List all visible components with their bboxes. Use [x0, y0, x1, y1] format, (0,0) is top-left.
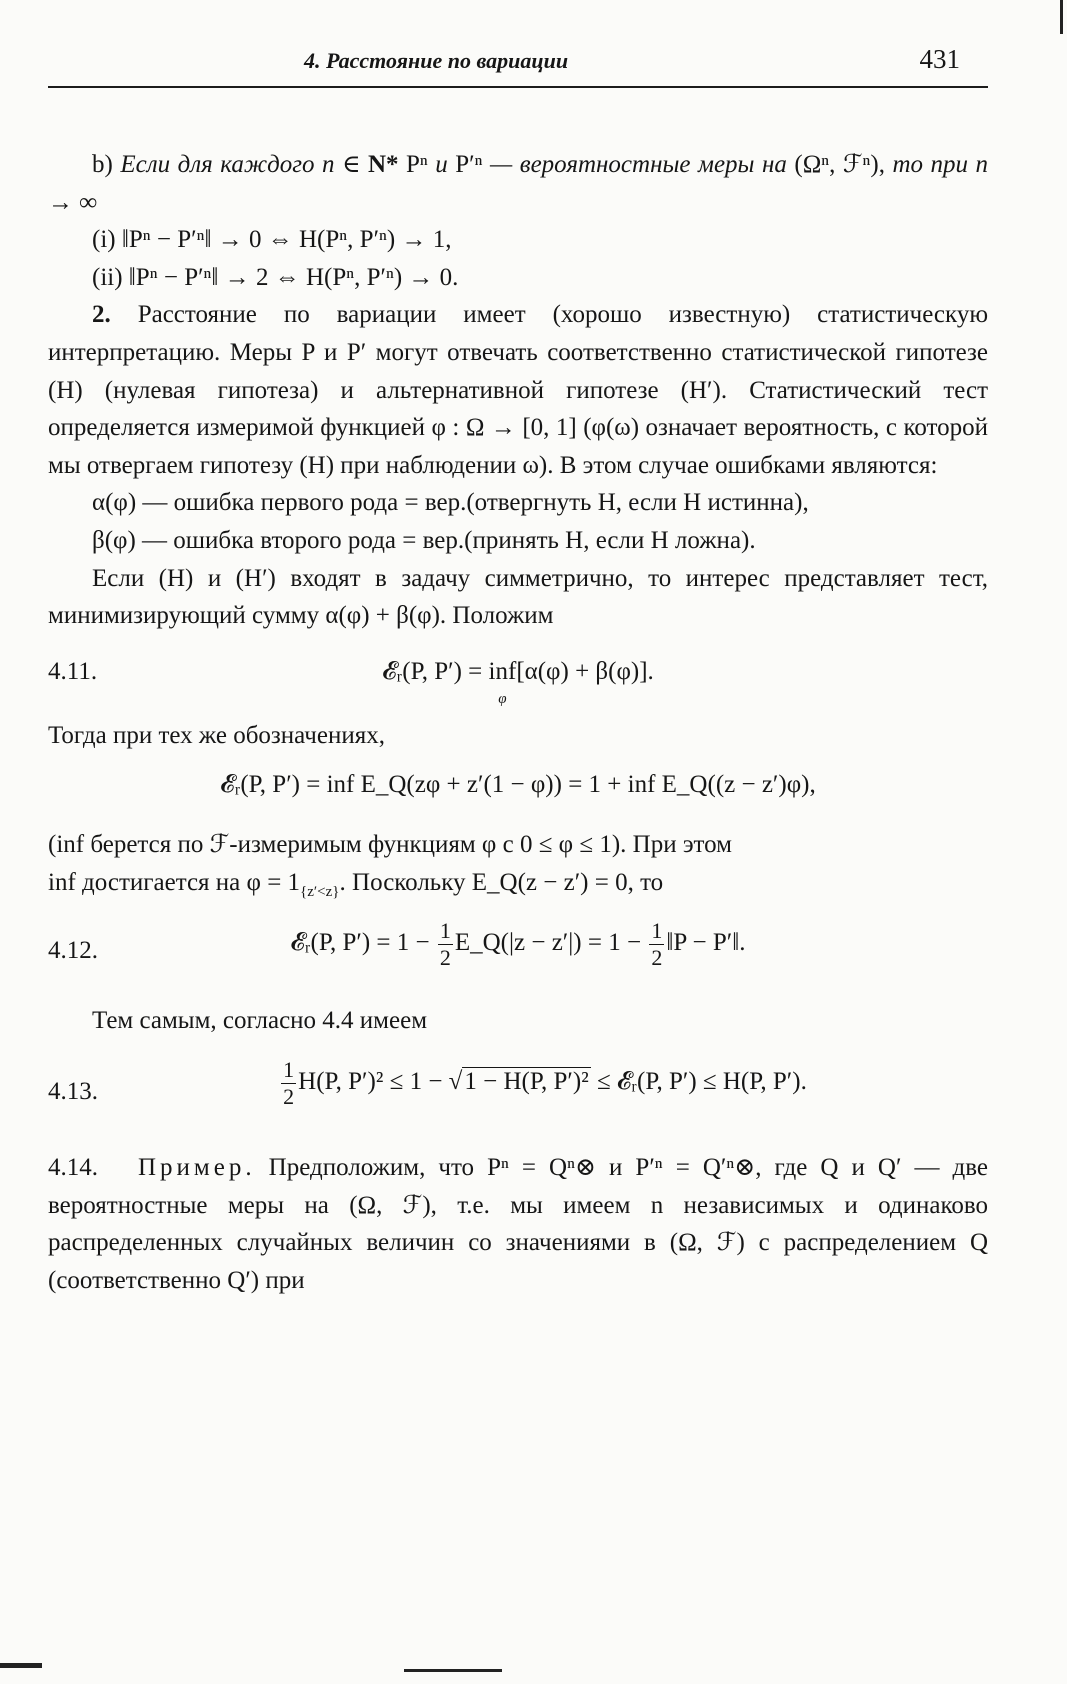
alpha-error-line: α(φ) — ошибка первого рода = вер.(отвергнуть H, если H истинна),	[92, 489, 809, 517]
paragraph-2: 2. Расстояние по вариации имеет (хорошо известную) статистическую интерпретацию. Меры P и P′ могут отвечать соответственно статистической гипотезе (H) (нулевая гипотеза) и альтернативной гипотезе (H′). Статистический тест определяется измеримой функцией φ : Ω → [0, 1] (φ(ω) означает вероятность, с которой мы отвергаем гипотезу (H) при наблюдении ω). В этом случае ошибками являются:	[48, 301, 988, 479]
statement-b: b) Если для каждого n ∈ N* Pⁿ и P′ⁿ — вероятностные меры на (Ωⁿ, ℱⁿ), то при n → ∞	[48, 151, 989, 216]
chapter-title: 4. Расстояние по вариации	[304, 48, 569, 73]
running-head	[48, 42, 988, 88]
equation-4-11	[48, 635, 988, 711]
equation-body: $\frac{1}{2}$ H(P, P′)² ≤ 1 − √1 − H(P, P′)² ≤ 𝓔ᵣ(P, P′) ≤ H(P, P′).	[283, 1057, 807, 1110]
equation-unnumbered	[48, 754, 988, 826]
equation-4-12	[48, 902, 988, 994]
symmetric-paragraph: Если (H) и (H′) входят в задачу симметрично, то интерес представляет тест, минимизирующий сумму α(φ) + β(φ). Положим	[48, 564, 988, 630]
example-4-14: 4.14. Пример. Предположим, что Pⁿ = Qⁿ⊗ и P′ⁿ = Q′ⁿ⊗, где Q и Q′ — две вероятностные меры на (Ω, ℱ), т.е. мы имеем n независимых и одинаково распределенных случайных величин со значениями в (Ω, ℱ) с распределением Q (соответственно Q′) при	[48, 1154, 988, 1294]
equation-body: 𝓔ᵣ(P, P′) = inf φ [α(φ) + β(φ)].	[382, 657, 654, 707]
equation-number: 4.13.	[48, 1078, 98, 1106]
page-body	[48, 146, 988, 1299]
equation-body: 𝓔ᵣ(P, P′) = 1 − $\frac{1}{2}$ E_Q(|z − z′|) = 1 − $\frac{1}{2}$ ‖P − P′‖.	[290, 917, 746, 970]
inf-paragraph-line-2: inf достигается на $\varphi = 1_{\{z'<z\}}$. Поскольку E_Q(z − z′) = 0, то	[48, 868, 664, 900]
equation-number: 4.11.	[48, 657, 98, 685]
equation-body: 𝓔ᵣ(P, P′) = inf E_Q(zφ + z′(1 − φ)) = 1 + inf E_Q((z − z′)φ),	[220, 771, 816, 799]
equation-4-13	[48, 1039, 988, 1135]
scan-artifact-bottom	[404, 1669, 502, 1672]
statement-item-i: (i) ‖Pⁿ − P′ⁿ‖ → 0 ⇔ H(Pⁿ, P′ⁿ) → 1,	[92, 226, 452, 254]
book-page	[48, 0, 1008, 1684]
inf-paragraph-line-1: (inf берется по ℱ-измеримым функциям φ с 0 ≤ φ ≤ 1). При этом	[48, 831, 732, 859]
page-number: 431	[919, 44, 960, 74]
statement-item-ii: (ii) ‖Pⁿ − P′ⁿ‖ → 2 ⇔ H(Pⁿ, P′ⁿ) → 0.	[92, 263, 459, 291]
scan-artifact-left	[0, 1663, 42, 1668]
equation-number: 4.12.	[48, 936, 98, 964]
beta-error-line: β(φ) — ошибка второго рода = вер.(принять H, если H ложна).	[92, 526, 756, 554]
scan-artifact-right	[1060, 0, 1063, 34]
tem-samym-line: Тем самым, согласно 4.4 имеем	[92, 1006, 428, 1034]
togda-line: Тогда при тех же обозначениях,	[48, 721, 385, 749]
